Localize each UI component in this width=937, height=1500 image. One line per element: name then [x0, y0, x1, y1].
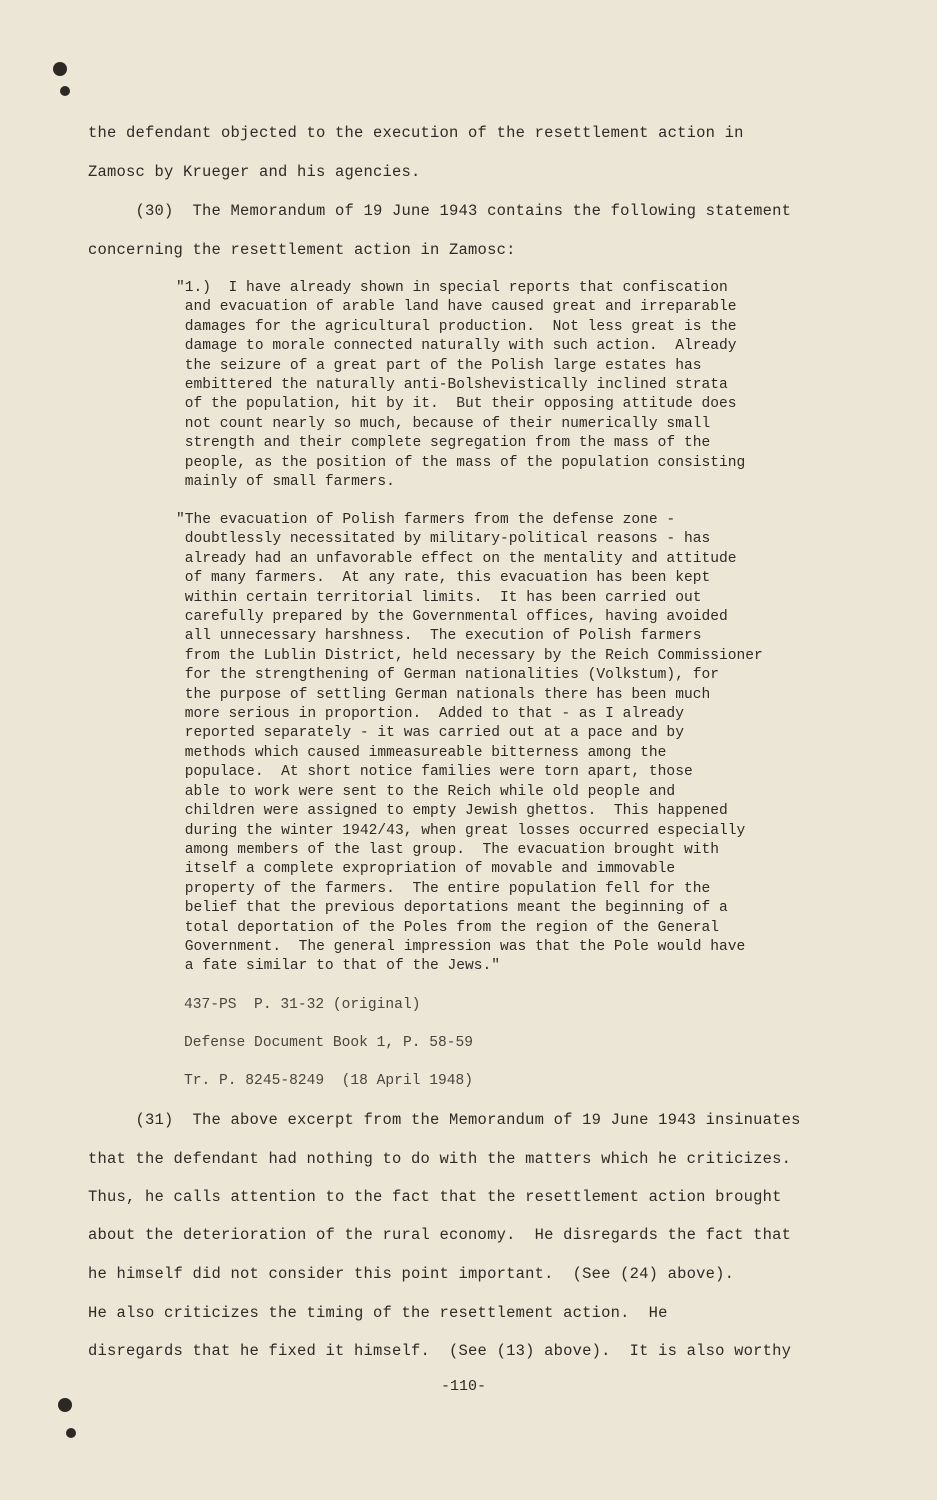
quote-line: within certain territorial limits. It has been carried out [176, 589, 702, 606]
quote-line: during the winter 1942/43, when great losses occurred especially [176, 822, 746, 839]
quote-line: "1.) I have already shown in special reports that confiscation [176, 280, 728, 296]
quote-line: strength and their complete segregation from the mass of the [176, 435, 711, 452]
quote-line: damage to morale connected naturally with such action. Already [176, 338, 737, 355]
body-line: he himself did not consider this point important. (See (24) above). [88, 1265, 735, 1283]
quote-line: among members of the last group. The evacuation brought with [176, 841, 719, 858]
quote-line: from the Lublin District, held necessary by the Reich Commissioner [176, 647, 763, 664]
quote-line: already had an unfavorable effect on the mentality and attitude [176, 550, 737, 567]
quote-line: belief that the previous deportations meant the beginning of a [176, 900, 728, 917]
punch-hole-bottom-2 [66, 1428, 76, 1438]
body-line: concerning the resettlement action in Zamosc: [88, 241, 516, 259]
punch-hole-bottom-1 [58, 1398, 72, 1412]
quote-line: itself a complete expropriation of movable and immovable [176, 861, 676, 878]
quotation-block-2 [176, 511, 836, 977]
body-line: that the defendant had nothing to do with the matters which he criticizes. [88, 1150, 792, 1168]
quote-line: mainly of small farmers. [176, 474, 395, 491]
body-line: Thus, he calls attention to the fact that the resettlement action brought [88, 1188, 782, 1206]
quote-line: the seizure of a great part of the Polish large estates has [176, 357, 702, 374]
quote-line: populace. At short notice families were torn apart, those [176, 764, 693, 781]
quote-line: children were assigned to empty Jewish ghettos. This happened [176, 803, 728, 820]
quote-line: total deportation of the Poles from the region of the General [176, 919, 719, 936]
quote-line: for the strengthening of German nationalities (Volkstum), for [176, 667, 719, 684]
body-line: disregards that he fixed it himself. (See (13) above). It is also worthy [88, 1342, 792, 1360]
quote-line: Government. The general impression was that the Pole would have [176, 938, 746, 955]
quote-line: "The evacuation of Polish farmers from the defense zone - [176, 512, 676, 528]
quote-line: of many farmers. At any rate, this evacuation has been kept [176, 570, 711, 587]
body-line: He also criticizes the timing of the resettlement action. He [88, 1304, 668, 1322]
punch-hole-top-1 [53, 62, 67, 76]
quote-line: not count nearly so much, because of their numerically small [176, 415, 711, 432]
quote-line: the purpose of settling German nationals there has been much [176, 686, 711, 703]
quote-line: damages for the agricultural production. Not less great is the [176, 318, 737, 335]
body-line: (31) The above excerpt from the Memorandum of 19 June 1943 insinuates [88, 1111, 801, 1129]
quote-line: all unnecessary harshness. The execution of Polish farmers [176, 628, 702, 645]
quote-line: able to work were sent to the Reich while old people and [176, 783, 676, 800]
body-line: (30) The Memorandum of 19 June 1943 contains the following statement [88, 202, 792, 220]
body-line: the defendant objected to the execution of the resettlement action in [88, 124, 744, 142]
quote-line: of the population, hit by it. But their opposing attitude does [176, 396, 737, 413]
quote-line: more serious in proportion. Added to that - as I already [176, 706, 684, 723]
quote-line: people, as the position of the mass of the population consisting [176, 454, 746, 471]
page-number: -110- [441, 1378, 487, 1395]
quote-line: embittered the naturally anti-Bolshevistically inclined strata [176, 377, 728, 394]
quote-line: property of the farmers. The entire population fell for the [176, 880, 711, 897]
punch-hole-top-2 [60, 86, 70, 96]
quote-line: methods which caused immeasureable bitterness among the [176, 744, 667, 761]
citation-line: Tr. P. 8245-8249 (18 April 1948) [184, 1073, 474, 1089]
quote-line: a fate similar to that of the Jews." [176, 958, 501, 975]
quote-line: reported separately - it was carried out at a pace and by [176, 725, 684, 742]
citation-line: Defense Document Book 1, P. 58-59 [184, 1035, 474, 1051]
quotation-block-1 [176, 279, 836, 492]
body-line: about the deterioration of the rural economy. He disregards the fact that [88, 1226, 792, 1244]
quote-line: doubtlessly necessitated by military-political reasons - has [176, 531, 711, 548]
body-line: Zamosc by Krueger and his agencies. [88, 163, 421, 181]
quote-line: carefully prepared by the Governmental offices, having avoided [176, 609, 728, 626]
quote-line: and evacuation of arable land have caused great and irreparable [176, 299, 737, 316]
citation-line: 437-PS P. 31-32 (original) [184, 997, 421, 1013]
